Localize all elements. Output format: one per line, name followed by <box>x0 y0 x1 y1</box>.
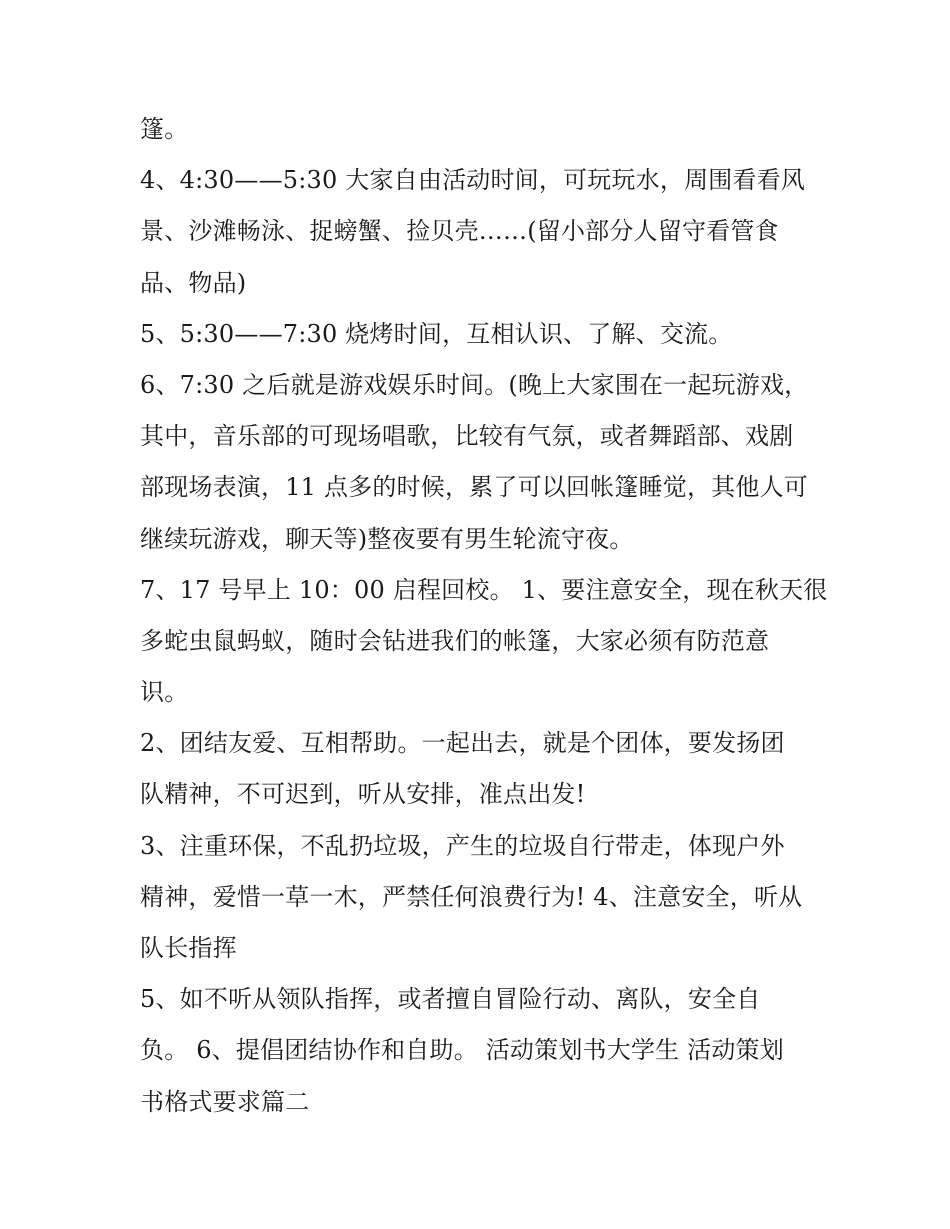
text-line: 景、沙滩畅泳、捉螃蟹、捡贝壳……(留小部分人留守看管食 <box>140 217 779 246</box>
text-line: 6、7:30 之后就是游戏娱乐时间。(晚上大家围在一起玩游戏， <box>140 370 809 399</box>
text-line: 4、4:30——5:30 大家自由活动时间，可玩玩水，周围看看风 <box>140 166 806 195</box>
text-line: 7、17 号早上 10：00 启程回校。 1、要注意安全，现在秋天很 <box>140 575 828 604</box>
text-line: 书格式要求篇二 <box>140 1087 310 1116</box>
text-line: 负。 6、提倡团结协作和自助。 活动策划书大学生 活动策划 <box>140 1036 784 1065</box>
text-line: 5、如不听从领队指挥，或者擅自冒险行动、离队，安全自 <box>140 985 761 1014</box>
text-line: 队长指挥 <box>140 934 237 962</box>
text-line: 篷。 <box>140 115 189 143</box>
text-line: 其中，音乐部的可现场唱歌，比较有气氛，或者舞蹈部、戏剧 <box>140 422 794 451</box>
text-line: 3、注重环保，不乱扔垃圾，产生的垃圾自行带走，体现户外 <box>140 831 785 860</box>
text-line: 精神，爱惜一草一木，严禁任何浪费行为! 4、注意安全，听从 <box>140 882 803 911</box>
text-line: 队精神，不可迟到，听从安排，准点出发! <box>140 780 586 809</box>
body-text <box>140 104 830 1128</box>
text-line: 多蛇虫鼠蚂蚁，随时会钻进我们的帐篷，大家必须有防范意 <box>140 626 770 655</box>
text-line: 部现场表演，11 点多的时候，累了可以回帐篷睡觉，其他人可 <box>140 473 808 502</box>
text-line: 识。 <box>140 678 189 707</box>
text-line: 2、团结友爱、互相帮助。一起出去，就是个团体，要发扬团 <box>140 729 785 758</box>
text-line: 继续玩游戏，聊天等)整夜要有男生轮流守夜。 <box>140 524 634 553</box>
text-line: 5、5:30——7:30 烧烤时间，互相认识、了解、交流。 <box>140 319 733 348</box>
text-line: 品、物品) <box>140 268 247 297</box>
